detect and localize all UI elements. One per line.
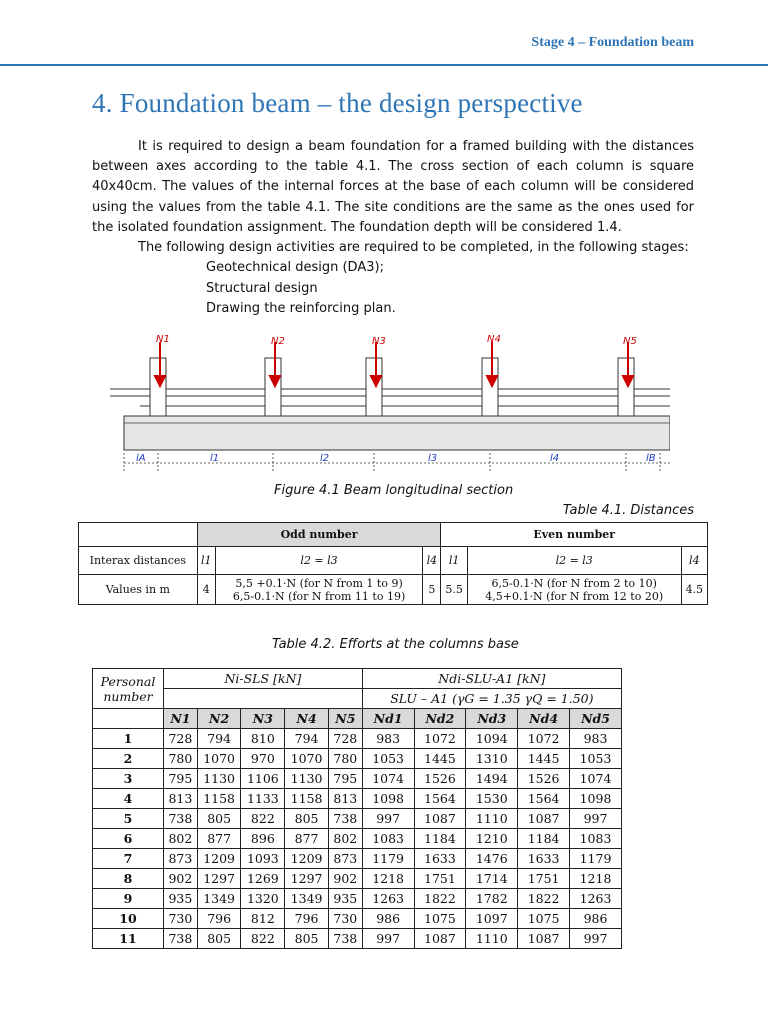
intro-paragraph: It is required to design a beam foundation for a framed building with the distances between axes according to the table 4.1. The cross section of each column is square 40x40cm. The values of the internal forces at the base of each column will be considered using the values from the table 4.1. The site conditions are the same as the ones used for the isolated foundation assignment. The foundation depth will be considered 1.4.	[92, 139, 694, 235]
formula-line: 4,5+0.1·N (for N from 12 to 20)	[485, 589, 664, 603]
table-row	[93, 749, 622, 769]
table-cell: 728	[164, 729, 198, 749]
table-cell: 1210	[466, 829, 518, 849]
table-cell: 1209	[197, 849, 241, 869]
table-cell: 997	[570, 929, 622, 949]
column-4	[482, 358, 498, 416]
efforts-table	[92, 668, 622, 949]
row-number: 6	[93, 829, 164, 849]
table-cell: 730	[328, 909, 362, 929]
row-label: Interax distances	[79, 547, 198, 575]
table-row	[93, 729, 622, 749]
row-number: 5	[93, 809, 164, 829]
table-cell: 738	[328, 809, 362, 829]
table-cell: 802	[328, 829, 362, 849]
table-cell: 1087	[414, 809, 466, 829]
table-cell: 1098	[362, 789, 414, 809]
list-item: Geotechnical design (DA3);	[206, 260, 384, 276]
table-cell: 997	[570, 809, 622, 829]
table-row	[93, 869, 622, 889]
table-cell: 738	[328, 929, 362, 949]
table-cell: 1530	[466, 789, 518, 809]
body-text	[92, 137, 694, 320]
table-cell: 802	[164, 829, 198, 849]
table-cell: 1075	[518, 909, 570, 929]
table-cell: 1075	[414, 909, 466, 929]
table-cell: 805	[197, 809, 241, 829]
table-cell: 1564	[518, 789, 570, 809]
dim-label-l1: l1	[210, 453, 220, 464]
table-cell: 1494	[466, 769, 518, 789]
table1-caption: Table 4.1. Distances	[562, 503, 694, 518]
load-label-1: N1	[156, 334, 170, 345]
table-cell: 796	[285, 909, 329, 929]
table-cell: 5	[423, 575, 441, 605]
table-cell: 1269	[241, 869, 285, 889]
table-cell: 1072	[518, 729, 570, 749]
column-header: Nd4	[518, 709, 570, 729]
col-l4: l4	[681, 547, 707, 575]
page-header	[0, 0, 768, 66]
row-number: 2	[93, 749, 164, 769]
table-cell: 780	[164, 749, 198, 769]
table-cell: 822	[241, 929, 285, 949]
table-cell	[93, 709, 164, 729]
table-row	[93, 849, 622, 869]
formula-line: 6,5-0.1·N (for N from 11 to 19)	[232, 589, 406, 603]
table-cell: 1822	[518, 889, 570, 909]
table-cell: 805	[285, 929, 329, 949]
formula-line: 6,5-0.1·N (for N from 2 to 10)	[491, 576, 657, 590]
row-number: 11	[93, 929, 164, 949]
table-cell: 877	[197, 829, 241, 849]
table-row	[93, 769, 622, 789]
odd-header: Odd number	[197, 523, 441, 547]
table-cell: 1093	[241, 849, 285, 869]
table-cell: 1072	[414, 729, 466, 749]
table-cell: 983	[362, 729, 414, 749]
table-cell: 1476	[466, 849, 518, 869]
table-cell: 983	[570, 729, 622, 749]
table-cell: 986	[570, 909, 622, 929]
table-cell: 997	[362, 929, 414, 949]
table-cell: 1094	[466, 729, 518, 749]
table-cell: 4	[197, 575, 215, 605]
table-cell: 1070	[197, 749, 241, 769]
row-number: 4	[93, 789, 164, 809]
table-cell: 796	[197, 909, 241, 929]
table-cell: 1526	[518, 769, 570, 789]
table-row	[93, 789, 622, 809]
distances-table	[78, 522, 708, 605]
table-cell: 1822	[414, 889, 466, 909]
row-number: 1	[93, 729, 164, 749]
table-cell: 1297	[285, 869, 329, 889]
dim-label-l3: l3	[428, 453, 438, 464]
table-cell: 1133	[241, 789, 285, 809]
table-cell: 1098	[570, 789, 622, 809]
table-cell: 1070	[285, 749, 329, 769]
table-cell: 1320	[241, 889, 285, 909]
table-cell: 935	[328, 889, 362, 909]
table-cell: 1074	[362, 769, 414, 789]
table-cell: 1087	[414, 929, 466, 949]
col-l23: l2 = l3	[467, 547, 681, 575]
column-header: N2	[197, 709, 241, 729]
table-cell	[164, 689, 363, 709]
column-header: Nd1	[362, 709, 414, 729]
table-cell: 970	[241, 749, 285, 769]
load-label-5: N5	[623, 336, 637, 347]
table-cell: 1110	[466, 929, 518, 949]
table-cell: 794	[285, 729, 329, 749]
row-number: 10	[93, 909, 164, 929]
table-cell	[467, 575, 681, 605]
table-cell: 1179	[570, 849, 622, 869]
table-cell: 1074	[570, 769, 622, 789]
table-cell: 1526	[414, 769, 466, 789]
table-cell: 813	[164, 789, 198, 809]
table-cell: 5.5	[441, 575, 467, 605]
table-cell: 1130	[197, 769, 241, 789]
table-cell: 1263	[570, 889, 622, 909]
table-cell: 1445	[414, 749, 466, 769]
table-cell: 728	[328, 729, 362, 749]
list-item: Drawing the reinforcing plan.	[206, 301, 396, 317]
table-cell: 822	[241, 809, 285, 829]
column-5	[618, 358, 634, 416]
table-cell: 780	[328, 749, 362, 769]
table-cell	[79, 523, 198, 547]
table-cell: 1158	[285, 789, 329, 809]
table-cell: 1218	[570, 869, 622, 889]
table-cell: 1087	[518, 809, 570, 829]
table-cell: 986	[362, 909, 414, 929]
header-rule	[0, 64, 768, 66]
table-cell: 935	[164, 889, 198, 909]
column-header: N3	[241, 709, 285, 729]
table-cell: 896	[241, 829, 285, 849]
even-header: Even number	[441, 523, 708, 547]
col-l23: l2 = l3	[215, 547, 422, 575]
table-cell: 813	[328, 789, 362, 809]
table-cell: 1349	[285, 889, 329, 909]
table-cell: 1714	[466, 869, 518, 889]
table-cell: 805	[285, 809, 329, 829]
dim-label-l4: l4	[550, 453, 560, 464]
table-cell: 873	[328, 849, 362, 869]
formula-line: 5,5 +0.1·N (for N from 1 to 9)	[235, 576, 403, 590]
table2-caption: Table 4.2. Efforts at the columns base	[272, 637, 519, 652]
table-cell: 1097	[466, 909, 518, 929]
table-cell: 1179	[362, 849, 414, 869]
beam-section-figure	[110, 328, 670, 478]
section-title: 4. Foundation beam – the design perspective	[92, 88, 583, 118]
column-2	[265, 358, 281, 416]
table-cell: 1083	[362, 829, 414, 849]
column-3	[366, 358, 382, 416]
load-label-2: N2	[271, 336, 285, 347]
col-l1: l1	[197, 547, 215, 575]
table-cell: 1263	[362, 889, 414, 909]
table-cell: 1349	[197, 889, 241, 909]
table-cell: 1751	[414, 869, 466, 889]
table-cell: 805	[197, 929, 241, 949]
table-cell: 1083	[570, 829, 622, 849]
table-cell: 794	[197, 729, 241, 749]
row-number: 7	[93, 849, 164, 869]
column-header: Nd5	[570, 709, 622, 729]
table-row	[93, 809, 622, 829]
dim-label-lB: lB	[646, 453, 656, 464]
table-cell: 877	[285, 829, 329, 849]
table-cell: 1297	[197, 869, 241, 889]
table-cell: 1130	[285, 769, 329, 789]
column-header: Nd3	[466, 709, 518, 729]
row-number: 8	[93, 869, 164, 889]
row-label: Values in m	[79, 575, 198, 605]
list-item: Structural design	[206, 280, 318, 296]
table-cell: 810	[241, 729, 285, 749]
table-cell: 730	[164, 909, 198, 929]
load-label-4: N4	[487, 334, 501, 345]
table-row	[93, 929, 622, 949]
table-cell: 1158	[197, 789, 241, 809]
foundation-beam	[124, 416, 670, 450]
table-cell: 1445	[518, 749, 570, 769]
table-row	[93, 829, 622, 849]
column-header: N4	[285, 709, 329, 729]
activity-list	[92, 258, 694, 320]
table-cell: 873	[164, 849, 198, 869]
column-header: N1	[164, 709, 198, 729]
table-cell: 1106	[241, 769, 285, 789]
column-1	[150, 358, 166, 416]
table-cell: 1633	[414, 849, 466, 869]
table-cell: 902	[328, 869, 362, 889]
row-number: 3	[93, 769, 164, 789]
table-cell: 1184	[414, 829, 466, 849]
table-cell: 1310	[466, 749, 518, 769]
personal-header: Personal number	[93, 669, 164, 709]
table-row	[93, 909, 622, 929]
column-header: N5	[328, 709, 362, 729]
table-cell: 1751	[518, 869, 570, 889]
dim-label-lA: lA	[136, 453, 146, 464]
table-row	[93, 889, 622, 909]
table-cell: 795	[328, 769, 362, 789]
table-cell: 738	[164, 809, 198, 829]
table-cell: 1633	[518, 849, 570, 869]
table-cell: 812	[241, 909, 285, 929]
slu-subheader: SLU – A1 (γG = 1.35 γQ = 1.50)	[362, 689, 621, 709]
table-cell: 1184	[518, 829, 570, 849]
figure-caption: Figure 4.1 Beam longitudinal section	[274, 483, 514, 498]
dim-label-l2: l2	[320, 453, 330, 464]
col-l1: l1	[441, 547, 467, 575]
table-cell: 1087	[518, 929, 570, 949]
stage-label: Stage 4 – Foundation beam	[531, 35, 694, 50]
table-cell: 738	[164, 929, 198, 949]
table-cell: 4.5	[681, 575, 707, 605]
row-number: 9	[93, 889, 164, 909]
table-cell: 1218	[362, 869, 414, 889]
table-cell: 1209	[285, 849, 329, 869]
table-cell: 1564	[414, 789, 466, 809]
sls-header: Ni-SLS [kN]	[164, 669, 363, 689]
table-cell	[215, 575, 422, 605]
column-header: Nd2	[414, 709, 466, 729]
load-label-3: N3	[372, 336, 386, 347]
table-cell: 1053	[570, 749, 622, 769]
activities-paragraph: The following design activities are required to be completed, in the following stages:	[138, 240, 689, 256]
table-cell: 1782	[466, 889, 518, 909]
table-cell: 902	[164, 869, 198, 889]
table-cell: 997	[362, 809, 414, 829]
slu-header: Ndi-SLU-A1 [kN]	[362, 669, 621, 689]
table-cell: 795	[164, 769, 198, 789]
col-l4: l4	[423, 547, 441, 575]
table-cell: 1053	[362, 749, 414, 769]
table-cell: 1110	[466, 809, 518, 829]
